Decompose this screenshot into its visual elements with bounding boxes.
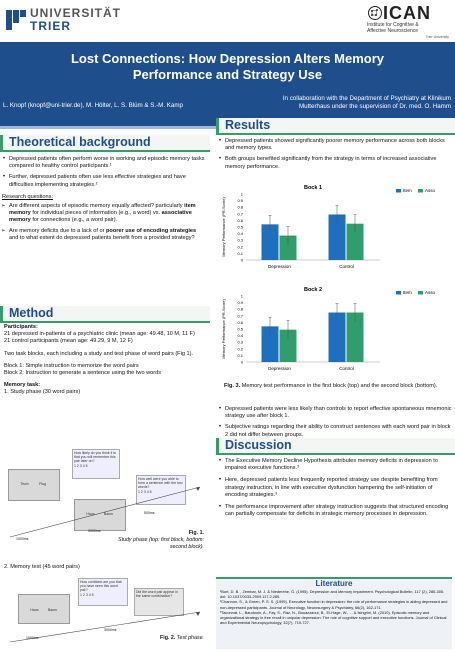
sentence-rating-screen: How well were you able to form a sentence with the two words? 1 2 3 4 5 — [136, 475, 186, 505]
chart-block-2 — [220, 282, 452, 382]
results-bullet-1: • Depressed patients showed significantly poorer memory performance across both blocks and memory types. — [216, 138, 452, 152]
reference-3: ³Taconnat, L., Baudouin, A., Fay, S., Raz, N., Bouazzaoui, B., El-Hage, W., ... & Isingrini, M. (2010). Episodic memory and organizational strategy in free recall in unipolar depression: The role of cognitive support and executive functions. Journal of Clinical and Experimental Neuropsychology, 32(7), 719-727. — [220, 609, 447, 626]
y-tick-label: 0.9 — [237, 300, 243, 306]
y-tick-label: 0 — [240, 257, 243, 263]
y-axis-label: Memory Performance (PR-Score) — [221, 299, 226, 359]
y-tick-label: 0.7 — [237, 313, 243, 319]
legend-swatch — [418, 189, 423, 193]
y-tick-label: 0.6 — [237, 319, 243, 325]
x-tick-label: Depression — [268, 264, 291, 269]
authors: L. Knopf (knopf@uni-trier.de), M. Hölter, L. S. Blüm & S.-M. Kamp — [3, 102, 183, 109]
results-section — [216, 118, 455, 170]
test-combination-screen: Did the word pair appear in the same combination? — [134, 588, 184, 616]
test-rating-screen: How confident are you that you have seen this word pair? 1 2 3 4 5 — [78, 578, 128, 606]
left-column — [0, 136, 210, 652]
trier-university-small: Trier University — [425, 35, 449, 39]
title-banner — [0, 42, 455, 129]
research-question-2: ➢ Are memory deficits due to a lack of or poorer use of encoding strategies and to what extent do depressed patients benefit from a provided strategy? — [0, 228, 206, 242]
figure-1-caption: Fig. 1. Study phase (top: first block, bottom: second block). — [118, 530, 204, 550]
participants-patients: 21 depressed in-patients of a psychiatric clinic (mean age: 49.48, 10 M, 11 F) — [4, 331, 195, 338]
legend-label: Asso — [425, 290, 436, 295]
brain-icon — [367, 5, 383, 21]
memory-task-label: Memory task: — [4, 382, 41, 389]
y-tick-label: 1 — [240, 191, 243, 197]
study-screen-1: Tisch Flug — [8, 469, 60, 501]
right-column — [216, 118, 455, 652]
university-emblem-icon — [6, 10, 26, 30]
y-tick-label: 0.4 — [237, 333, 243, 339]
study-rating-screen: How likely do you think it is that you will remember this pair later on? 1 2 3 4 5 — [72, 449, 120, 479]
test-screen-1: Haus Baum — [18, 594, 70, 624]
literature-heading: Literature — [315, 579, 353, 588]
discussion-bullet-3: • The performance improvement after strategy instruction suggests that structured encoding can partially compensate for deficits in strategic memory processes in depression. — [216, 504, 452, 518]
legend-label: Item — [403, 188, 412, 193]
ican-subtitle-1: Institute for Cognitive & — [367, 22, 419, 28]
y-tick-label: 0.2 — [237, 244, 243, 250]
bar-chart-block-1 — [220, 180, 452, 280]
chart-title: Bock 1 — [303, 185, 323, 191]
results-bullet-3: • Depressed patients were less likely than controls to report effective spontaneous mnemonic strategy use after block 1. — [216, 406, 452, 420]
reference-2: ²Channon, S., & Green, P. S. S. (1999). Executive function in depression: the role of performance strategies in aiding depressed and non-depressed participants. Journal of Neurology, Neurosurgery & Psychiatry, 66(2), 162-171. — [220, 599, 448, 610]
test-time-label-2: 3000ms — [104, 628, 117, 632]
time-label-2: 3000ms — [88, 529, 101, 533]
y-tick-label: 0.2 — [237, 346, 243, 352]
discussion-heading: Discussion — [216, 438, 455, 453]
test-time-label-1: 1000ms — [26, 636, 39, 640]
ican-logo — [367, 4, 449, 39]
x-tick-label: Depression — [268, 366, 291, 371]
figure-2-caption: Fig. 2. Test phase. — [160, 635, 204, 641]
y-tick-label: 0.6 — [237, 217, 243, 223]
y-tick-label: 0.8 — [237, 306, 243, 312]
research-questions-label: Research questions: — [2, 193, 53, 200]
ican-name: ICAN — [383, 3, 431, 23]
memory-test-label: 2. Memory test (45 word pairs) — [4, 564, 80, 570]
y-tick-label: 0.9 — [237, 198, 243, 204]
chart-block-1 — [220, 180, 452, 280]
block-2-description: Block 2: Instruction to generate a sentence using the two words — [4, 370, 162, 377]
time-label-1: 1000ms — [16, 537, 29, 541]
theory-bullet-2: • Further, depressed patients often use less effective strategies and have difficulties implementing strategies.² — [0, 174, 206, 188]
university-name-line2: TRIER — [30, 19, 71, 33]
results-heading: Results — [216, 118, 455, 133]
y-tick-label: 0.8 — [237, 204, 243, 210]
y-tick-label: 0.3 — [237, 237, 243, 243]
legend-swatch — [418, 291, 423, 295]
results-bullet-4: • Subjective ratings regarding their ability to construct sentences with each word pair in block 2 did not differ between groups. — [216, 424, 452, 438]
y-tick-label: 0 — [240, 359, 243, 365]
discussion-section — [216, 438, 455, 518]
y-tick-label: 0.1 — [237, 352, 243, 358]
participants-label: Participants: — [4, 324, 38, 330]
reference-1: ¹Burt, D. B. , Zembar, M. J. & Niederehe, G. (1995). Depression and Memory Impairment. Psychological Bulletin, 117 (2), 285-305. doi: 10.1037/0033-2909.117.2.285. — [220, 589, 445, 600]
bar-chart-block-2 — [220, 282, 452, 382]
legend-label: Asso — [425, 188, 436, 193]
study-phase-label: 1. Study phase (30 word pairs) — [4, 389, 81, 396]
y-tick-label: 0.4 — [237, 231, 243, 237]
y-axis-label: Memory Performance (PR-Score) — [221, 197, 226, 257]
collaboration-note: In collaboration with the Department of Psychiatry at Klinikum Mutterhaus under the supervision of Dr. med. O. Hamm — [282, 95, 451, 110]
theory-heading: Theoretical background — [0, 135, 210, 150]
discussion-bullet-2: • Here, depressed patients less frequently reported strategy use despite benefiting from strategy instruction, in line with executive dysfunction hampering the self-initiation of encoding strategies.³ — [216, 477, 452, 499]
university-name-line1: UNIVERSITÄT — [30, 6, 122, 20]
figure-3-caption: Fig. 3. Memory test performance in the first block (top) and the second block (bottom). — [224, 383, 438, 389]
method-section — [0, 306, 210, 396]
legend-label: Item — [403, 290, 412, 295]
task-description: Two task blocks, each including a study and test phase of word pairs (Fig 1). — [4, 350, 194, 357]
x-tick-label: Control — [339, 264, 354, 269]
research-question-1: ➢ Are different aspects of episodic memory equally affected? particularly item memory for individual pieces of information (e.g., a word) vs. associative memory for connections (e.g., a word pair). — [0, 203, 206, 225]
time-label-3: 500ms — [144, 511, 155, 515]
method-heading: Method — [0, 306, 210, 321]
y-tick-label: 0.5 — [237, 224, 243, 230]
y-tick-label: 0.5 — [237, 326, 243, 332]
y-tick-label: 0.1 — [237, 250, 243, 256]
legend-swatch — [396, 291, 401, 295]
ican-subtitle-2: Affective Neuroscience — [367, 28, 419, 34]
x-tick-label: Control — [339, 366, 354, 371]
legend-swatch — [396, 189, 401, 193]
block-1-description: Block 1: Simple instruction to memorize the word pairs — [4, 362, 139, 369]
y-tick-label: 0.7 — [237, 211, 243, 217]
y-tick-label: 0.3 — [237, 339, 243, 345]
discussion-bullet-1: • The Executive Memory Decline Hypothesis attributes memory deficits in depression to impaired executive functions.³ — [216, 458, 452, 472]
results-bullet-2: • Both groups benefited significantly from the strategy in terms of increased associative memory performance. — [216, 156, 452, 170]
theory-bullet-1: • Depressed patients often perform worse in working and episodic memory tasks compared to healthy control participants.¹ — [0, 156, 206, 170]
participants-controls: 21 control participants (mean age: 49.29, 9 M, 12 F) — [4, 338, 133, 345]
y-tick-label: 1 — [240, 293, 243, 299]
poster-title: Lost Connections: How Depression Alters Memory Performance and Strategy Use — [70, 51, 384, 82]
literature-box — [216, 577, 452, 649]
university-logo — [6, 7, 121, 32]
theory-section — [0, 135, 210, 241]
chart-title: Bock 2 — [303, 287, 323, 293]
study-screen-2: Haus Baum — [74, 499, 126, 531]
